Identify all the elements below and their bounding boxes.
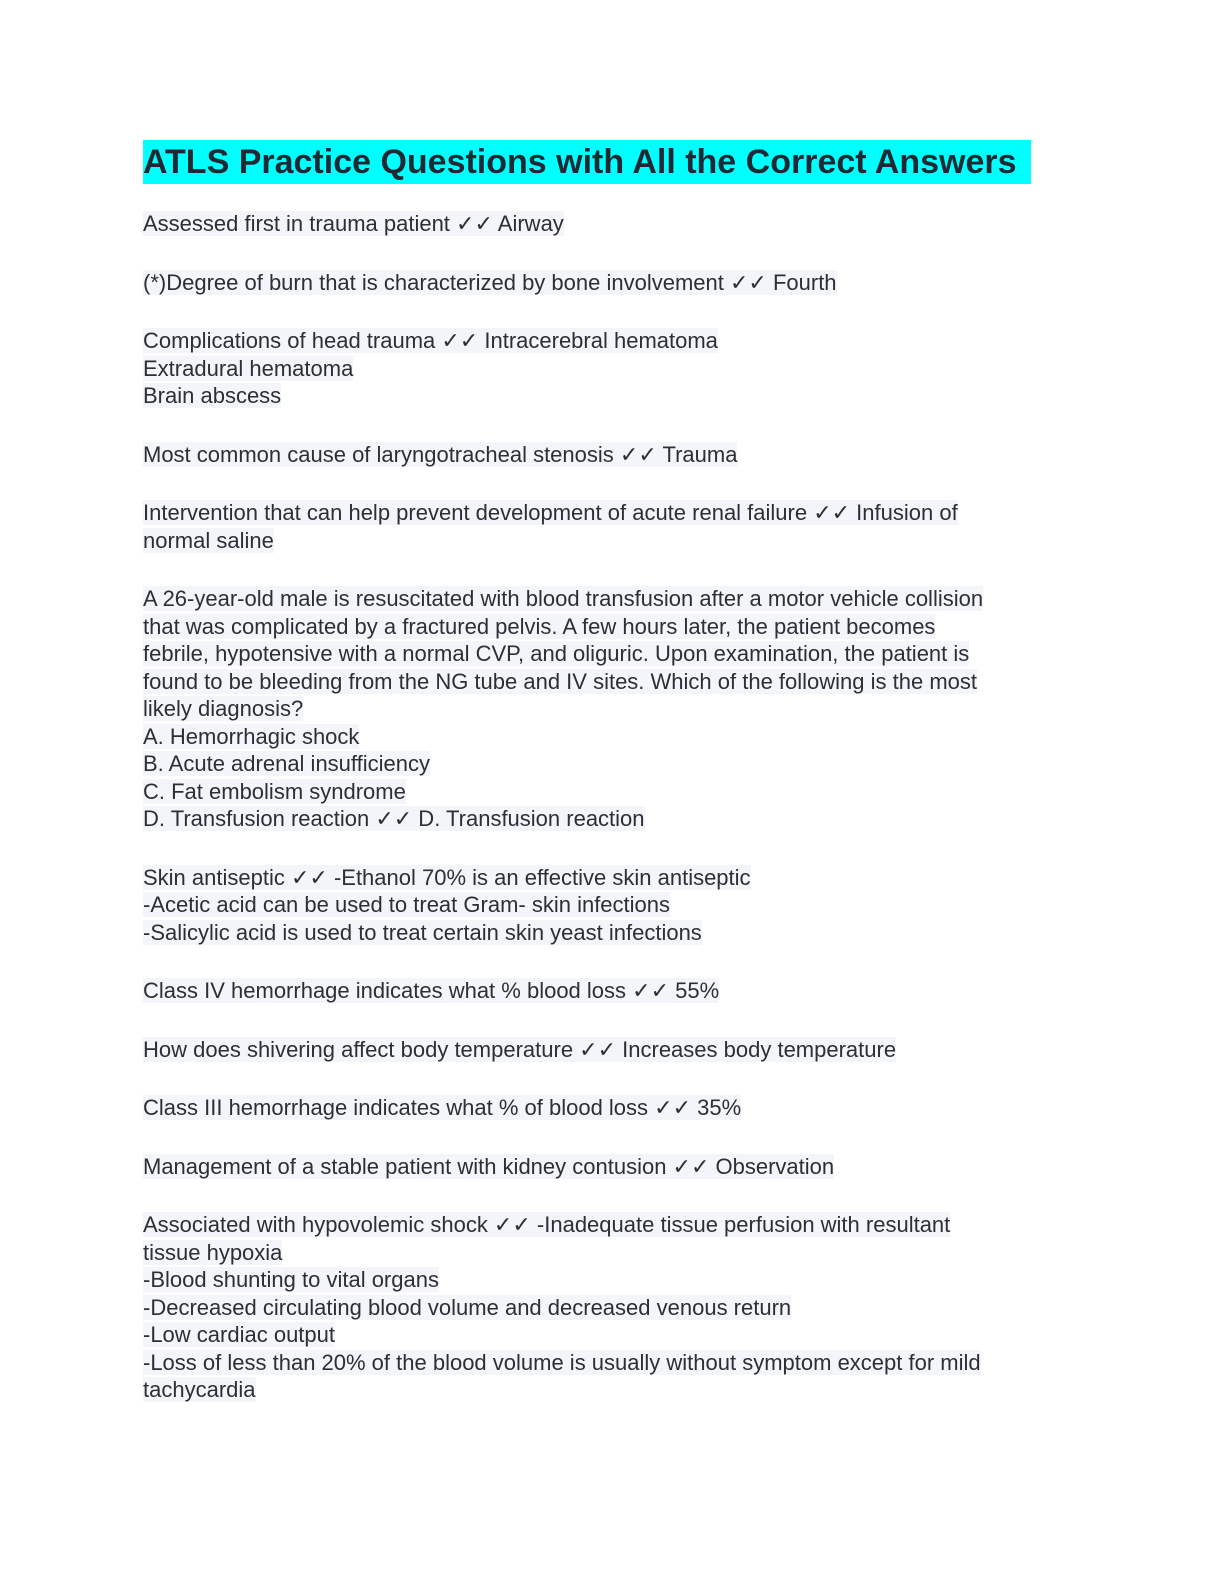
- qa-line: likely diagnosis?: [143, 696, 304, 721]
- qa-item-3: [143, 327, 1083, 410]
- qa-item-5: [143, 499, 1083, 554]
- qa-option-c: C. Fat embolism syndrome: [143, 778, 406, 804]
- qa-item-1: [143, 210, 1083, 238]
- qa-line: Brain abscess: [143, 383, 282, 408]
- qa-line: Class III hemorrhage indicates what % of blood loss ✓✓ 35%: [143, 1095, 742, 1120]
- qa-item-9: [143, 1036, 1083, 1064]
- qa-line: How does shivering affect body temperature ✓✓ Increases body temperature: [143, 1036, 897, 1062]
- qa-item-6: [143, 585, 1083, 833]
- qa-item-12: [143, 1211, 1083, 1404]
- qa-item-10: [143, 1094, 1083, 1122]
- qa-item-4: [143, 441, 1083, 469]
- qa-line: -Loss of less than 20% of the blood volume is usually without symptom except for mild: [143, 1349, 981, 1375]
- qa-line: -Acetic acid can be used to treat Gram- skin infections: [143, 892, 671, 917]
- qa-line: Complications of head trauma ✓✓ Intracerebral hematoma: [143, 328, 718, 353]
- qa-line: Skin antiseptic ✓✓ -Ethanol 70% is an effective skin antiseptic: [143, 864, 751, 890]
- qa-line: Intervention that can help prevent development of acute renal failure ✓✓ Infusion of: [143, 500, 958, 525]
- qa-item-8: [143, 977, 1083, 1005]
- qa-line: tissue hypoxia: [143, 1239, 283, 1265]
- document-page: [143, 140, 1083, 1435]
- qa-line: -Low cardiac output: [143, 1322, 335, 1347]
- document-title: ATLS Practice Questions with All the Correct Answers: [143, 140, 1031, 184]
- qa-line: A 26-year-old male is resuscitated with blood transfusion after a motor vehicle collision: [143, 586, 984, 611]
- qa-line: -Blood shunting to vital organs: [143, 1267, 439, 1292]
- qa-item-2: [143, 269, 1083, 297]
- qa-option-b: B. Acute adrenal insufficiency: [143, 751, 430, 776]
- qa-line: normal saline: [143, 527, 274, 553]
- qa-line: that was complicated by a fractured pelvis. A few hours later, the patient becomes: [143, 613, 936, 639]
- qa-line: -Salicylic acid is used to treat certain skin yeast infections: [143, 919, 702, 945]
- qa-line: (*)Degree of burn that is characterized by bone involvement ✓✓ Fourth: [143, 269, 837, 295]
- qa-option-a: A. Hemorrhagic shock: [143, 723, 360, 749]
- qa-line: Assessed first in trauma patient ✓✓ Airway: [143, 211, 564, 236]
- qa-item-11: [143, 1153, 1083, 1181]
- qa-item-7: [143, 864, 1083, 947]
- qa-option-d: D. Transfusion reaction ✓✓ D. Transfusion reaction: [143, 806, 645, 831]
- qa-line: tachycardia: [143, 1377, 256, 1402]
- qa-line: Extradural hematoma: [143, 355, 354, 381]
- qa-line: Class IV hemorrhage indicates what % blood loss ✓✓ 55%: [143, 978, 720, 1003]
- qa-line: febrile, hypotensive with a normal CVP, and oliguric. Upon examination, the patient is: [143, 641, 970, 666]
- qa-line: Associated with hypovolemic shock ✓✓ -Inadequate tissue perfusion with resultant: [143, 1212, 951, 1237]
- qa-line: -Decreased circulating blood volume and decreased venous return: [143, 1294, 792, 1320]
- qa-line: Management of a stable patient with kidney contusion ✓✓ Observation: [143, 1153, 835, 1179]
- qa-line: Most common cause of laryngotracheal stenosis ✓✓ Trauma: [143, 441, 738, 467]
- qa-line: found to be bleeding from the NG tube and IV sites. Which of the following is the most: [143, 668, 978, 694]
